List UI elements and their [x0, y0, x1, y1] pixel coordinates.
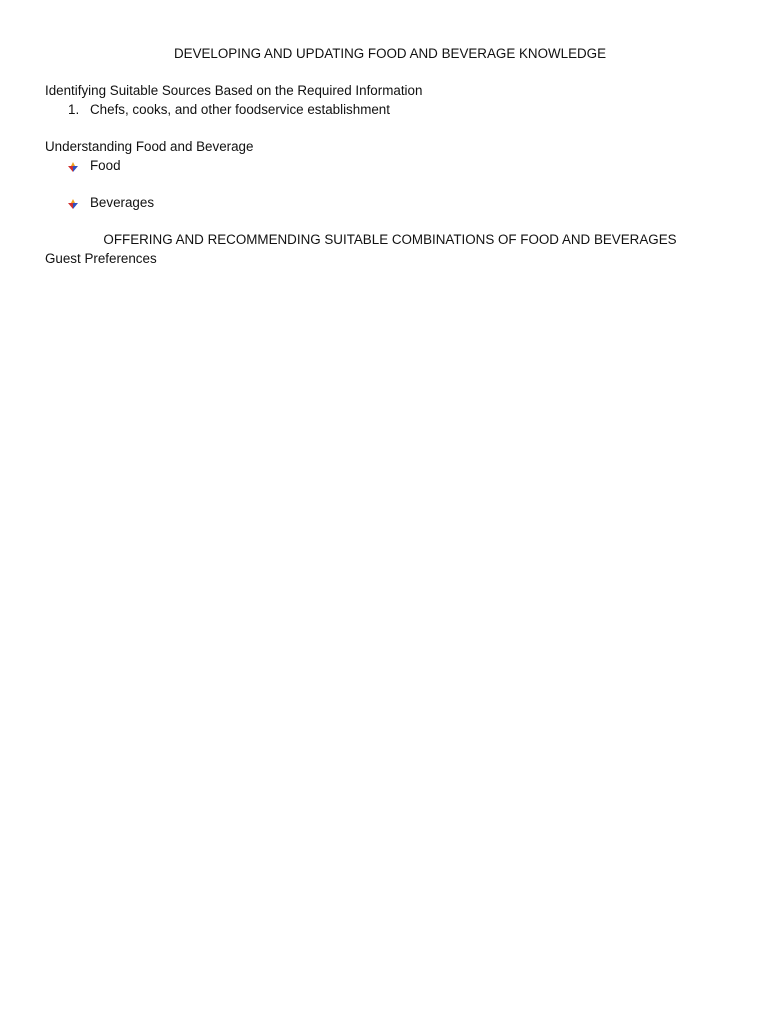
- sources-heading: Identifying Suitable Sources Based on the Required Information: [45, 83, 423, 99]
- understanding-heading: Understanding Food and Beverage: [45, 138, 254, 154]
- food-label: Food: [90, 157, 121, 173]
- spacer: [45, 119, 735, 138]
- offering-title: OFFERING AND RECOMMENDING SUITABLE COMBINATIONS OF FOOD AND BEVERAGES: [103, 231, 677, 247]
- spacer: [45, 175, 735, 194]
- food-bullet: [45, 157, 735, 176]
- document-page: [45, 45, 735, 268]
- list-number: 1.: [68, 101, 80, 117]
- arrow-bullet-icon: [68, 162, 78, 172]
- list-item: [45, 101, 735, 120]
- arrow-bullet-icon: [68, 199, 78, 209]
- spacer: [45, 64, 735, 83]
- spacer: [45, 212, 735, 231]
- list-item-text: Chefs, cooks, and other foodservice establishment: [90, 101, 390, 117]
- beverages-label: Beverages: [90, 194, 155, 210]
- sources-list: [45, 101, 735, 120]
- beverages-bullet: [45, 194, 735, 213]
- offering-heading: Guest Preferences: [45, 250, 157, 266]
- document-title: DEVELOPING AND UPDATING FOOD AND BEVERAGE KNOWLEDGE: [173, 46, 607, 61]
